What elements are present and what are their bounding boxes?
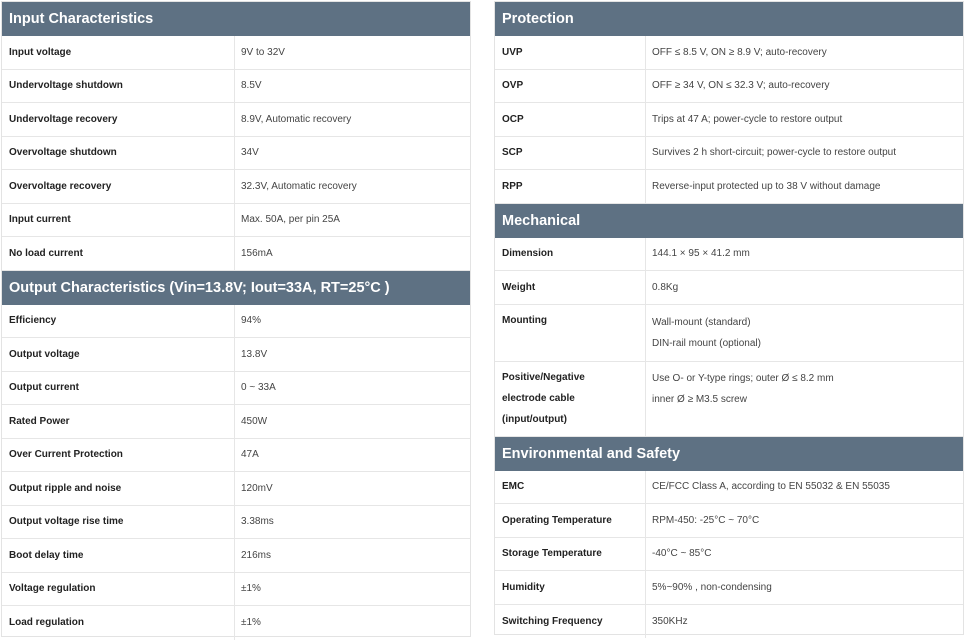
table-row [495,305,963,362]
spec-key: Storage Temperature [495,538,646,571]
spec-key [495,305,646,361]
table-row [2,36,470,70]
spec-key [495,362,646,436]
spec-key: Boot delay time [2,539,235,572]
spec-key: EMC [495,471,646,504]
spec-key: Dimension [495,238,646,271]
spec-value: Survives 2 h short-circuit; power-cycle to restore output [652,147,896,159]
spec-key: Output voltage [2,338,235,371]
spec-key: Output voltage rise time [2,506,235,539]
spec-value: ±1% [241,617,261,629]
mounting-label: Mounting [502,314,547,326]
spec-value: CE/FCC Class A, according to EN 55032 & EN 55035 [652,481,890,493]
table-row [2,70,470,104]
spec-key: Rated Power [2,405,235,438]
spec-value: 94% [241,315,262,327]
mounting-line-1: Wall-mount (standard) [652,316,751,328]
table-row [2,237,470,271]
spec-value: OFF ≤ 8.5 V, ON ≥ 8.9 V; auto-recovery [652,46,827,58]
table-row [495,471,963,505]
table-row [2,372,470,406]
spec-key: Humidity [495,571,646,604]
table-row [495,170,963,204]
table-row [2,472,470,506]
table-row [2,606,470,640]
spec-value: 156mA [241,247,273,259]
table-row [495,504,963,538]
spec-key: No load current [2,237,235,270]
spec-value: 5%~90% , non-condensing [652,581,772,593]
spec-value: Reverse-input protected up to 38 V without damage [652,180,881,192]
spec-value: Trips at 47 A; power-cycle to restore output [652,113,843,125]
spec-value: 47A [241,449,259,461]
output-characteristics-header: Output Characteristics (Vin=13.8V; Iout=33A, RT=25°C ) [2,271,470,305]
mounting-line-2: DIN-rail mount (optional) [652,337,761,349]
table-row [2,539,470,573]
table-row [2,405,470,439]
table-row [2,305,470,339]
table-row [495,538,963,572]
table-row [2,170,470,204]
spec-value: -40°C ~ 85°C [652,548,712,560]
spec-value: 13.8V [241,348,268,360]
table-row [495,70,963,104]
table-row [495,238,963,272]
spec-value [646,305,963,361]
cable-line-1: Use O- or Y-type rings; outer Ø ≤ 8.2 mm [652,372,834,384]
spec-key: Undervoltage shutdown [2,70,235,103]
right-spec-table [494,1,964,635]
table-row [495,271,963,305]
spec-value: OFF ≥ 34 V, ON ≤ 32.3 V; auto-recovery [652,80,830,92]
spec-key: OVP [495,70,646,103]
table-row [2,439,470,473]
spec-value: 32.3V, Automatic recovery [241,180,357,192]
spec-key: Output current [2,372,235,405]
spec-key: Overvoltage recovery [2,170,235,203]
input-characteristics-header: Input Characteristics [2,2,470,36]
spec-key: Output ripple and noise [2,472,235,505]
spec-key: Overvoltage shutdown [2,137,235,170]
cable-label-line-2: electrode cable [502,393,575,404]
spec-value: 9V to 32V [241,46,285,58]
spec-key: RPP [495,170,646,203]
cable-label-line-1: Positive/Negative [502,372,585,383]
table-row [495,571,963,605]
spec-key: Weight [495,271,646,304]
spec-key: Voltage regulation [2,573,235,606]
spec-value: RPM-450: -25°C ~ 70°C [652,514,760,526]
spec-value [646,362,963,436]
table-row [2,103,470,137]
table-row [2,338,470,372]
spec-key: Switching Frequency [495,605,646,639]
spec-key: Input voltage [2,36,235,69]
table-row [495,605,963,639]
spec-key: Input current [2,204,235,237]
spec-value: 0 ~ 33A [241,382,276,394]
spec-value: 350KHz [652,615,688,627]
table-row [495,36,963,70]
spec-value: Max. 50A, per pin 25A [241,214,340,226]
table-row [495,362,963,437]
spec-key: OCP [495,103,646,136]
spec-value: 8.9V, Automatic recovery [241,113,352,125]
table-row [495,137,963,171]
spec-key: Efficiency [2,305,235,338]
left-spec-table [1,1,471,637]
spec-value: 450W [241,415,268,427]
environmental-header: Environmental and Safety [495,437,963,471]
table-row [2,137,470,171]
table-row [2,506,470,540]
table-row [2,573,470,607]
table-row [2,204,470,238]
spec-value: 144.1 × 95 × 41.2 mm [652,248,750,260]
spec-value: 120mV [241,482,273,494]
spec-value: ±1% [241,583,261,595]
spec-value: 8.5V [241,80,262,92]
cable-line-2: inner Ø ≥ M3.5 screw [652,393,747,405]
table-row [495,103,963,137]
spec-key: Operating Temperature [495,504,646,537]
spec-value: 216ms [241,549,272,561]
spec-value: 3.38ms [241,516,274,528]
spec-key: Over Current Protection [2,439,235,472]
protection-header: Protection [495,2,963,36]
mechanical-header: Mechanical [495,204,963,238]
spec-value: 34V [241,147,259,159]
spec-value: 0.8Kg [652,281,679,293]
spec-key: Load regulation [2,606,235,640]
spec-key: UVP [495,36,646,69]
spec-key: SCP [495,137,646,170]
cable-label-line-3: (input/output) [502,414,567,425]
spec-key: Undervoltage recovery [2,103,235,136]
